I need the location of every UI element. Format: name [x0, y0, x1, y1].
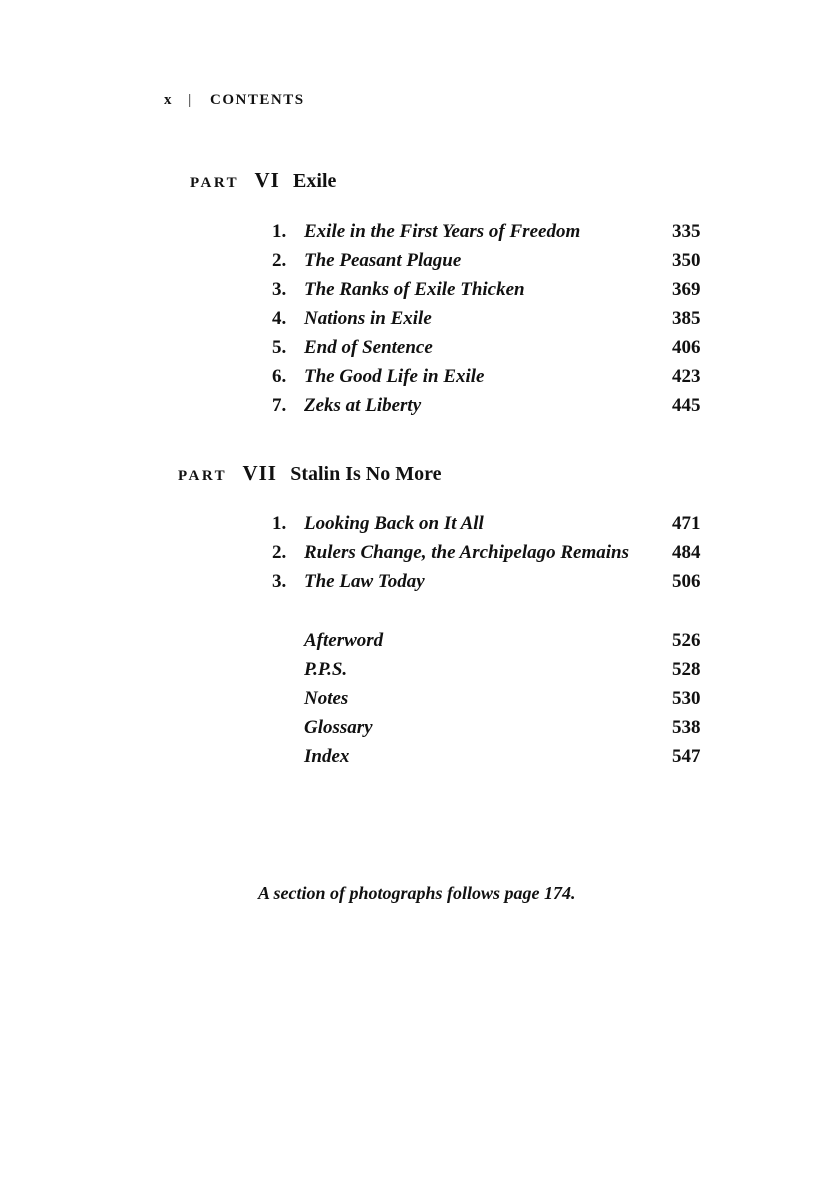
back-matter-page: 538 [672, 717, 701, 738]
part-heading-vi [190, 168, 336, 193]
chapter-title: The Good Life in Exile [304, 366, 485, 387]
chapter-page: 445 [672, 395, 701, 416]
chapter-page: 484 [672, 542, 701, 563]
back-matter-title: Glossary [304, 717, 373, 738]
back-matter-page: 530 [672, 688, 701, 709]
chapter-page: 350 [672, 250, 701, 271]
toc-row [0, 308, 840, 337]
back-matter-row [0, 746, 840, 775]
chapter-number: 3. [272, 279, 287, 300]
chapter-page: 406 [672, 337, 701, 358]
toc-row [0, 513, 840, 542]
chapter-page: 423 [672, 366, 701, 387]
chapter-title: Zeks at Liberty [304, 395, 422, 416]
chapter-title: Rulers Change, the Archipelago Remains [304, 542, 629, 563]
chapter-number: 1. [272, 221, 287, 242]
chapter-page: 335 [672, 221, 701, 242]
chapter-title: The Peasant Plague [304, 250, 462, 271]
part-title: Exile [293, 170, 337, 192]
back-matter-row [0, 630, 840, 659]
chapter-title: End of Sentence [304, 337, 433, 358]
back-matter-row [0, 659, 840, 688]
page-folio: x [164, 92, 173, 108]
chapter-page: 471 [672, 513, 701, 534]
toc-row [0, 279, 840, 308]
running-head-separator: | [188, 92, 193, 108]
part-word: PART [178, 468, 228, 484]
chapter-number: 2. [272, 542, 287, 563]
part-heading-vii [178, 461, 442, 486]
back-matter-row [0, 717, 840, 746]
part-word: PART [190, 175, 240, 191]
chapter-number: 1. [272, 513, 287, 534]
chapter-page: 506 [672, 571, 701, 592]
toc-row [0, 337, 840, 366]
chapter-number: 3. [272, 571, 287, 592]
chapter-title: Looking Back on It All [304, 513, 484, 534]
back-matter-page: 547 [672, 746, 701, 767]
part-number: VII [242, 461, 277, 485]
chapter-number: 6. [272, 366, 287, 387]
chapter-title: The Law Today [304, 571, 425, 592]
chapter-number: 4. [272, 308, 287, 329]
toc-row [0, 250, 840, 279]
chapter-page: 385 [672, 308, 701, 329]
back-matter-page: 526 [672, 630, 701, 651]
chapter-title: Exile in the First Years of Freedom [304, 221, 581, 242]
running-head [164, 92, 305, 109]
running-head-label: CONTENTS [210, 92, 305, 108]
chapter-title: Nations in Exile [304, 308, 432, 329]
chapter-number: 7. [272, 395, 287, 416]
toc-row [0, 221, 840, 250]
toc-row [0, 542, 840, 571]
chapter-page: 369 [672, 279, 701, 300]
back-matter-title: Notes [304, 688, 349, 709]
photographs-note: A section of photographs follows page 174. [258, 883, 576, 903]
toc-row [0, 395, 840, 424]
toc-row [0, 571, 840, 600]
back-matter-title: P.P.S. [304, 659, 348, 680]
part-title: Stalin Is No More [290, 463, 442, 485]
chapter-number: 5. [272, 337, 287, 358]
chapter-title: The Ranks of Exile Thicken [304, 279, 525, 300]
back-matter-page: 528 [672, 659, 701, 680]
back-matter-title: Afterword [304, 630, 384, 651]
back-matter-row [0, 688, 840, 717]
toc-row [0, 366, 840, 395]
part-number: VI [254, 168, 280, 192]
chapter-number: 2. [272, 250, 287, 271]
back-matter-title: Index [304, 746, 350, 767]
